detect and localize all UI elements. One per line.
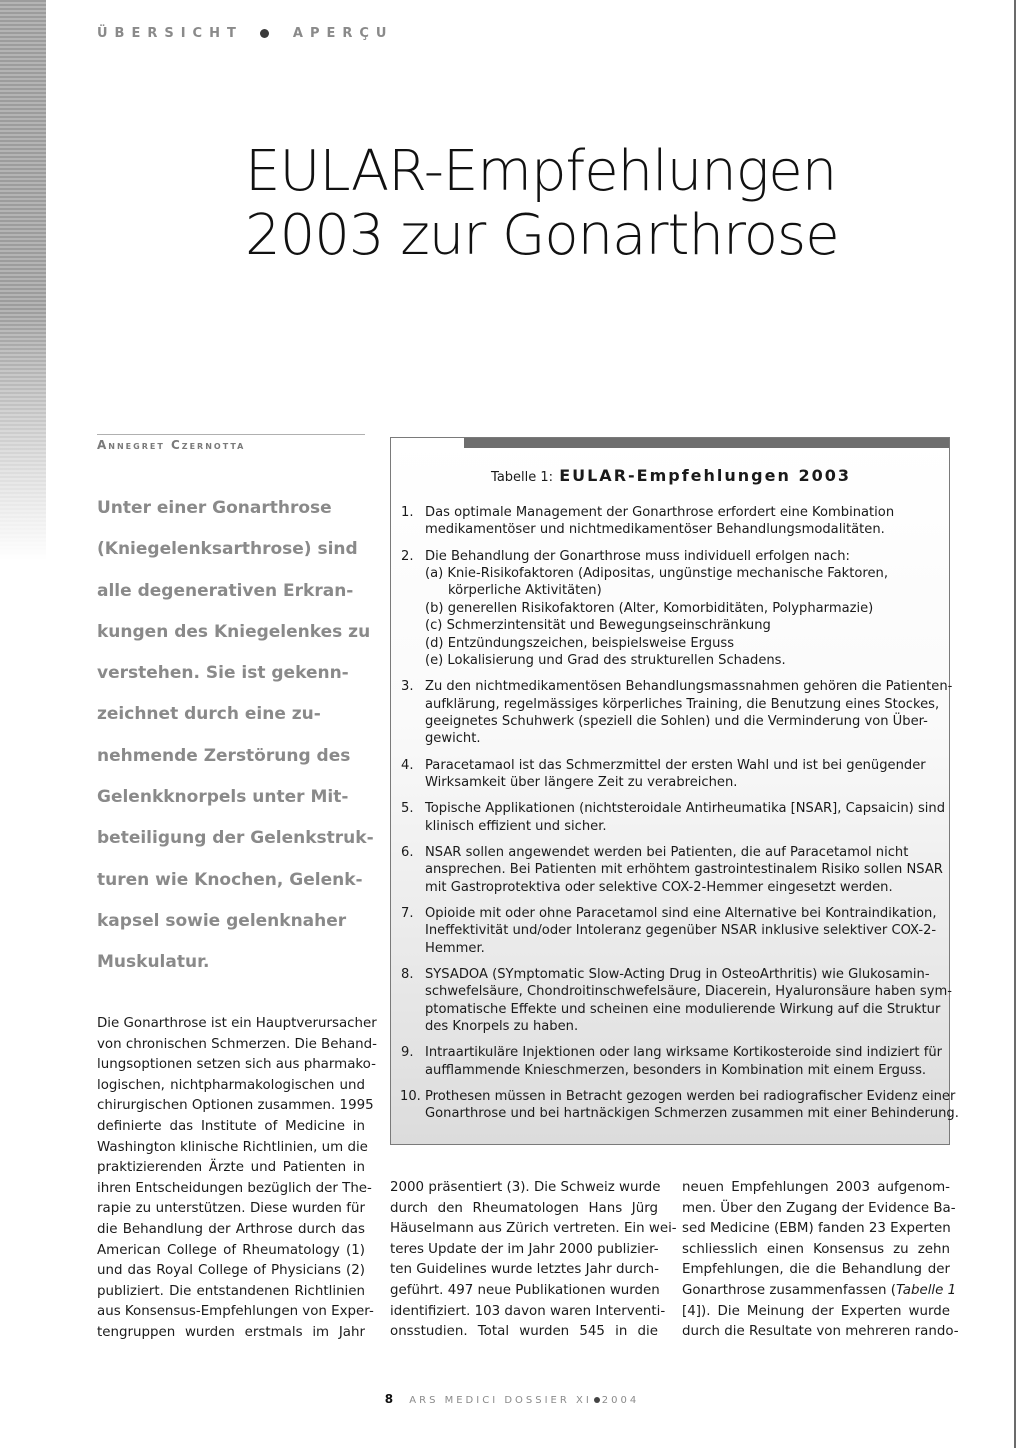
author-text: Annegret Czernotta (97, 438, 246, 452)
list-item-number: 6. (401, 844, 414, 860)
title-line: EULAR-Empfehlungen (245, 139, 837, 204)
list-item (401, 800, 946, 835)
author-rule (97, 434, 365, 435)
list-item-line: gewicht. (425, 731, 481, 747)
journal-year: 2004 (601, 1395, 640, 1406)
recommendation-list (400, 504, 959, 1132)
body-line: onsstudien. Total wurden 545 in die (390, 1324, 658, 1340)
page-edge-rule (1014, 0, 1016, 1448)
list-item (401, 905, 941, 957)
list-item-number: 8. (401, 966, 414, 982)
body-line: tengruppen wurden erstmals im Jahr (97, 1324, 365, 1340)
list-item (401, 504, 941, 539)
body-column-1 (97, 1014, 377, 1344)
body-line: durch die Resultate von mehreren rando- (682, 1324, 959, 1340)
list-item-line: Zu den nichtmedikamentösen Behandlungsmassnahmen gehören die Patienten- (425, 679, 953, 695)
body-line: teres Update der im Jahr 2000 publizier- (390, 1241, 659, 1257)
body-line: von chronischen Schmerzen. Die Behand- (97, 1036, 377, 1052)
list-item-line: Hemmer. (425, 940, 485, 956)
body-line: sed Medicine (EBM) fanden 23 Experten (682, 1221, 951, 1237)
lead-line: kungen des Kniegelenkes zu (97, 621, 371, 642)
list-item (401, 1044, 941, 1079)
list-item-number: 1. (401, 505, 414, 520)
decorative-side-strip-fade (0, 0, 46, 560)
list-item-number: 10. (400, 1088, 421, 1104)
list-item-line: SYSADOA (SYmptomatic Slow-Acting Drug in OsteoArthritis) wie Glukosamin- (425, 966, 930, 982)
page-footer (0, 1392, 1024, 1406)
list-item-number: 2. (401, 548, 414, 564)
body-line: Washington klinische Richtlinien, um die (97, 1139, 368, 1155)
lead-line: kapsel sowie gelenknaher (97, 910, 347, 931)
list-item (401, 548, 941, 670)
list-item-line: klinisch effizient und sicher. (425, 818, 607, 834)
body-line: definierte das Institute of Medicine in (97, 1118, 365, 1134)
body-line: geführt. 497 neue Publikationen wurden (390, 1282, 660, 1298)
list-item-line: aufflammende Knieschmerzen, besonders in Kombination mit einem Erguss. (425, 1062, 927, 1078)
table-caption-title: EULAR-Empfehlungen 2003 (559, 466, 851, 485)
list-item (401, 966, 952, 1036)
body-line: praktizierenden Ärzte und Patienten in (97, 1160, 365, 1176)
list-item-line: ansprechen. Bei Patienten mit erhöhtem gastrointestinalem Risiko sollen NSAR (425, 862, 943, 878)
list-item (401, 844, 941, 896)
list-item-line: Topische Applikationen (nichtsteroidale Antirheumatika [NSAR], Capsaicin) sind (425, 801, 946, 817)
body-line: chirurgischen Optionen zusammen. 1995 (97, 1098, 374, 1114)
bullet-dot-icon (260, 29, 269, 38)
table-header-bar (464, 438, 949, 448)
lead-paragraph (97, 488, 374, 984)
list-item-line: (b) generellen Risikofaktoren (Alter, Komorbiditäten, Polypharmazie) (425, 600, 874, 616)
body-line: Die Gonarthrose ist ein Hauptverursacher (97, 1016, 377, 1031)
body-line: die Behandlung der Arthrose durch das (97, 1221, 365, 1237)
list-item-line: ptomatische Effekte und scheinen eine modulierende Wirkung auf die Struktur (425, 1001, 941, 1017)
list-item-line: mit Gastroprotektiva oder selektive COX-2-Hemmer eingesetzt werden. (425, 879, 893, 895)
body-line: rapie zu unterstützen. Diese wurden für (97, 1201, 365, 1217)
list-item-line: Opioide mit oder ohne Paracetamol sind eine Alternative bei Kontraindikation, (425, 905, 937, 921)
body-line: lungsoptionen setzen sich aus pharmako- (97, 1057, 376, 1073)
lead-line: zeichnet durch eine zu- (97, 704, 321, 725)
list-item-number: 5. (401, 801, 414, 817)
lead-line: alle degenerativen Erkran- (97, 580, 354, 601)
table-box (390, 437, 959, 1145)
journal-name: ARS MEDICI DOSSIER XI (409, 1395, 592, 1406)
page-number: 8 (384, 1392, 394, 1406)
list-item-line: des Knorpels zu haben. (425, 1019, 579, 1035)
body-line: men. Über den Zugang der Evidence Ba- (682, 1200, 956, 1216)
list-item-line: körperliche Aktivitäten) (448, 583, 602, 599)
table-caption-prefix: Tabelle 1: (491, 470, 554, 485)
body-line: Empfehlungen, die die Behandlung der (682, 1262, 950, 1278)
body-line: ten Guidelines wurde letztes Jahr durch- (390, 1262, 659, 1278)
list-item-line: Ineffektivität und/oder Intoleranz gegenüber NSAR inklusive selektiver COX-2- (425, 923, 937, 939)
list-item-line: aufklärung, regelmässiges körperliches Training, die Benutzung eines Stockes, (425, 696, 940, 712)
body-line: publiziert. Die entstandenen Richtlinien (97, 1283, 365, 1299)
list-item (401, 757, 941, 792)
list-item-line: (e) Lokalisierung und Grad des strukturellen Schadens. (425, 653, 786, 669)
list-item-number: 4. (401, 757, 414, 773)
body-line: neuen Empfehlungen 2003 aufgenom- (682, 1180, 950, 1195)
author-name (97, 438, 245, 452)
list-item-line: Das optimale Management der Gonarthrose erfordert eine Kombination (425, 505, 895, 520)
body-line: 2000 präsentiert (3). Die Schweiz wurde (390, 1180, 661, 1195)
running-head-left: ÜBERSICHT (97, 26, 243, 41)
page-title (245, 140, 945, 268)
list-item-line: Die Behandlung der Gonarthrose muss individuell erfolgen nach: (425, 548, 850, 564)
lead-line: turen wie Knochen, Gelenk- (97, 869, 363, 890)
body-line: logischen, nichtpharmakologischen und (97, 1077, 365, 1093)
list-item-line: Wirksamkeit über längere Zeit zu verabreichen. (425, 775, 738, 791)
list-item-line: geeignetes Schuhwerk (speziell die Sohlen) und die Verminderung von Über- (425, 714, 928, 730)
body-line: schliesslich einen Konsensus zu zehn (682, 1241, 950, 1257)
list-item-line: Paracetamaol ist das Schmerzmittel der ersten Wahl und ist bei genügender (425, 757, 926, 773)
list-item-number: 7. (401, 905, 414, 921)
list-item (400, 1088, 959, 1123)
list-item-line: Prothesen müssen in Betracht gezogen werden bei radiografischer Evidenz einer (425, 1088, 956, 1104)
list-item-number: 3. (401, 679, 414, 695)
body-line: identifiziert. 103 davon waren Interventi- (390, 1303, 666, 1319)
lead-line: Unter einer Gonarthrose (97, 498, 332, 518)
table-reference: Tabelle 1 (895, 1282, 957, 1298)
body-line: aus Konsensus-Empfehlungen von Exper- (97, 1304, 374, 1320)
bullet-dot-icon (594, 1397, 600, 1403)
body-line: American College of Rheumatology (1) (97, 1242, 365, 1258)
body-line: und das Royal College of Physicians (2) (97, 1263, 365, 1279)
body-line: durch den Rheumatologen Hans Jürg (390, 1200, 658, 1216)
title-line: 2003 zur Gonarthrose (245, 203, 839, 268)
lead-line: verstehen. Sie ist gekenn- (97, 663, 349, 684)
body-column-2 (390, 1178, 677, 1343)
list-item (401, 678, 953, 748)
body-line (682, 1281, 957, 1302)
list-item-line: medikamentöser und nichtmedikamentöser Behandlungsmodalitäten. (425, 522, 885, 538)
list-item-line: schwefelsäure, Chondroitinschwefelsäure, Diacerein, Hyaluronsäure haben sym- (425, 984, 952, 1000)
lead-line: Gelenkknorpels unter Mit- (97, 787, 349, 808)
list-item-line: (c) Schmerzintensität und Bewegungseinschränkung (425, 618, 771, 634)
body-line: ihren Entscheidungen bezüglich der The- (97, 1180, 372, 1196)
lead-line: nehmende Zerstörung des (97, 745, 351, 766)
lead-line: Muskulatur. (97, 952, 210, 973)
list-item-number: 9. (401, 1045, 414, 1061)
table-caption (391, 466, 951, 485)
running-head-right: APERÇU (292, 26, 394, 41)
body-column-3 (682, 1178, 959, 1343)
lead-line: beteiligung der Gelenkstruk- (97, 828, 374, 849)
list-item-line: (d) Entzündungszeichen, beispielsweise Erguss (425, 635, 735, 651)
body-line: Häuselmann aus Zürich vertreten. Ein wei- (390, 1221, 677, 1237)
list-item-line: NSAR sollen angewendet werden bei Patienten, die auf Paracetamol nicht (425, 844, 909, 860)
list-item-line: (a) Knie-Risikofaktoren (Adipositas, ungünstige mechanische Faktoren, (425, 566, 888, 582)
lead-line: (Kniegelenksarthrose) sind (97, 539, 358, 560)
list-item-line: Intraartikuläre Injektionen oder lang wirksame Kortikosteroide sind indiziert für (425, 1045, 943, 1061)
body-line: [4]). Die Meinung der Experten wurde (682, 1303, 950, 1319)
body-text: Gonarthrose zusammenfassen ( (682, 1282, 896, 1298)
list-item-line: Gonarthrose und bei hartnäckigen Schmerzen zusammen mit einer Behinderung. (425, 1106, 959, 1122)
running-head (97, 26, 393, 41)
